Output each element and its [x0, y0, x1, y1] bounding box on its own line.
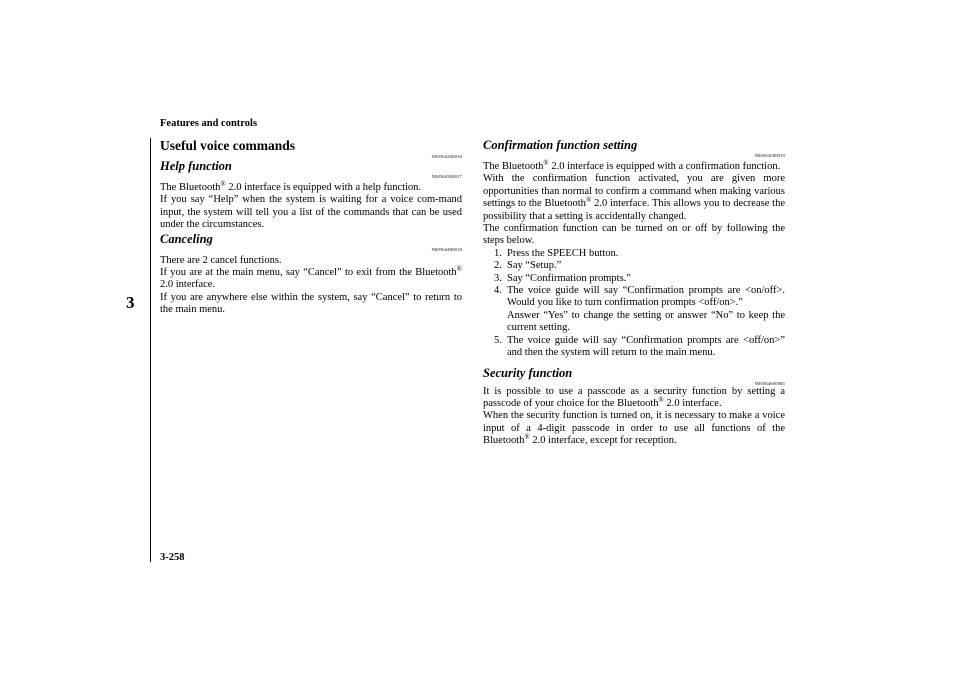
section-code: N00564600065	[754, 380, 785, 386]
paragraph: The confirmation function can be turned on or off by following the steps below.	[483, 223, 785, 247]
section-code: N00564400018	[431, 246, 462, 252]
chapter-divider-line	[150, 138, 151, 562]
paragraph: There are 2 cancel functions.	[160, 254, 282, 266]
steps-list	[494, 248, 785, 360]
subheading-canceling: Canceling	[160, 231, 213, 246]
page-number: 3-258	[160, 552, 185, 563]
list-item: 4. The voice guide will say “Confirmation prompts are <on/off>. Would you like to turn confirmation prompts <off/on>.” Answer “Yes” to change the setting or answer “No” to keep the current setting.	[494, 285, 785, 334]
running-header: Features and controls	[160, 118, 258, 129]
left-column	[160, 138, 462, 317]
section-code: N00564500019	[754, 153, 785, 158]
paragraph: It is possible to use a passcode as a security function by setting a passcode of your choice for the Bluetooth® 2.0 interface.	[483, 385, 785, 409]
paragraph: The Bluetooth® 2.0 interface is equipped with a confirmation function.	[483, 159, 781, 172]
paragraph: When the security function is turned on, it is necessary to make a voice input of a 4-digit passcode in order to use all functions of the Bluetooth® 2.0 interface, except for reception.	[483, 410, 785, 447]
section-code: N00564300017	[431, 174, 462, 179]
paragraph: If you say “Help” when the system is waiting for a voice com-mand input, the system will tell you a list of the commands that can be used under the circumstances.	[160, 194, 462, 231]
subheading-confirmation-function-setting: Confirmation function setting	[483, 138, 638, 152]
subheading-security-function: Security function	[483, 365, 573, 380]
list-item: 5. The voice guide will say “Confirmation prompts are <off/on>” and then the system will return to the main menu.	[494, 334, 785, 359]
paragraph: With the confirmation function activated, you are given more opportunities than normal to confirm a command when making various settings to the Bluetooth® 2.0 interface. This allows you to decrease the possibility that a setting is accidentally changed.	[483, 173, 785, 222]
paragraph: If you are at the main menu, say “Cancel” to exit from the Bluetooth® 2.0 interface.	[160, 265, 462, 291]
list-item: 1. Press the SPEECH button.	[494, 247, 619, 259]
list-item: 2. Say “Setup.”	[494, 260, 562, 272]
list-item: 3. Say “Confirmation prompts.”	[494, 272, 631, 284]
paragraph: The Bluetooth® 2.0 interface is equipped with a help function.	[160, 180, 422, 193]
section-code: N00564200016	[431, 154, 462, 159]
right-column	[483, 138, 785, 448]
paragraph: If you are anywhere else within the system, say “Cancel” to return to the main menu.	[160, 291, 462, 316]
subheading-help-function: Help function	[160, 159, 232, 173]
chapter-tab	[116, 138, 152, 562]
section-heading-useful-voice-commands: Useful voice commands	[160, 138, 295, 153]
chapter-number: 3	[126, 293, 135, 312]
